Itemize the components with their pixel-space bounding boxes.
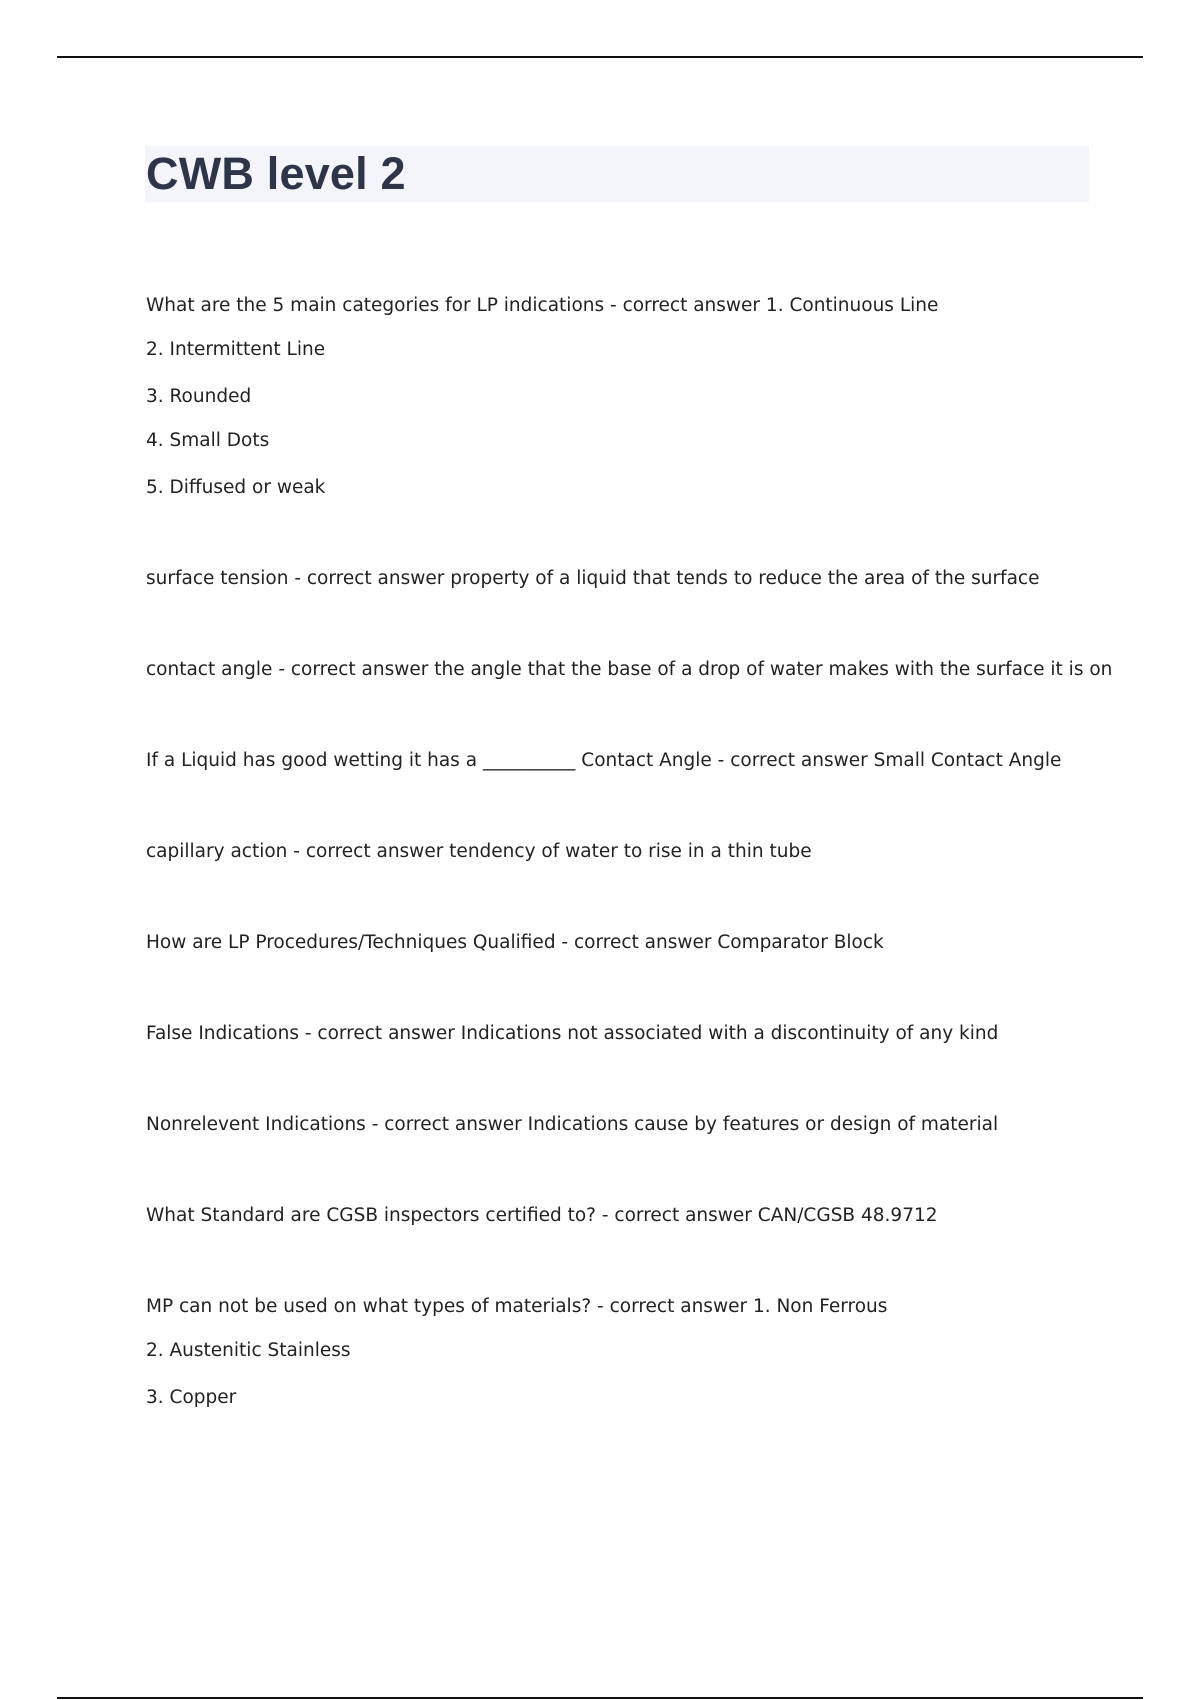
qa-line: 2. Intermittent Line <box>146 339 326 360</box>
qa-line: What are the 5 main categories for LP indications - correct answer 1. Continuous Line <box>146 295 939 316</box>
qa-line: False Indications - correct answer Indications not associated with a discontinuity of any kind <box>146 1023 999 1044</box>
qa-line: 4. Small Dots <box>146 430 270 451</box>
qa-line: 2. Austenitic Stainless <box>146 1340 351 1361</box>
qa-line: capillary action - correct answer tendency of water to rise in a thin tube <box>146 841 812 862</box>
qa-line: How are LP Procedures/Techniques Qualified - correct answer Comparator Block <box>146 932 884 953</box>
qa-line: surface tension - correct answer property of a liquid that tends to reduce the area of the surface <box>146 568 1040 589</box>
top-rule <box>57 56 1143 58</box>
qa-line: 3. Copper <box>146 1387 237 1408</box>
qa-line: Nonrelevent Indications - correct answer Indications cause by features or design of material <box>146 1114 999 1135</box>
bottom-rule <box>57 1697 1143 1699</box>
qa-line: 3. Rounded <box>146 386 252 407</box>
qa-line: MP can not be used on what types of materials? - correct answer 1. Non Ferrous <box>146 1296 888 1317</box>
qa-line: contact angle - correct answer the angle that the base of a drop of water makes with the surface it is on <box>146 659 1113 680</box>
qa-line: 5. Diffused or weak <box>146 477 326 498</box>
document-title: CWB level 2 <box>146 148 406 199</box>
qa-line: If a Liquid has good wetting it has a __________ Contact Angle - correct answer Small Contact Angle <box>146 750 1062 771</box>
qa-line: What Standard are CGSB inspectors certified to? - correct answer CAN/CGSB 48.9712 <box>146 1205 938 1226</box>
